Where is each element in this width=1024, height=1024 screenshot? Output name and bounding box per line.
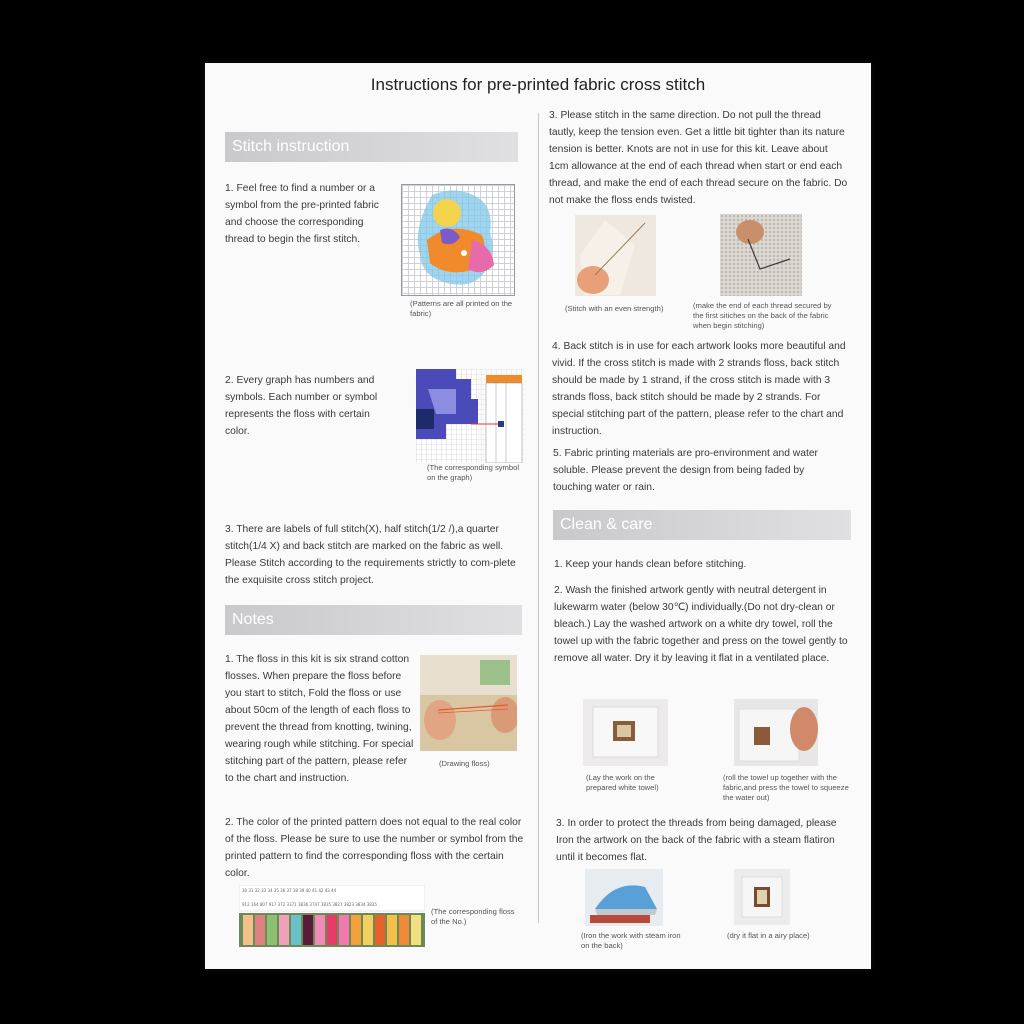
even-strength-photo xyxy=(575,215,656,296)
section-header-notes: Notes xyxy=(225,605,522,635)
svg-text:912 164 807 917 372 3371 3836: 912 164 807 917 372 3371 3836 3747 3835 3821 3823 3834 3835 xyxy=(242,902,377,907)
stitch-step-3-direction: 3. Please stitch in the same direction. Do not pull the thread tautly, keep the tension even. Get a little bit tighter than its nature tension is better. Knots are not in use for this kit. Leave about 1cm allowance at the end of each thread when start or end each thread, and make the end of each thread secure on the fabric. Do not make the floss ends twisted. xyxy=(549,110,848,206)
svg-text:30 31 32 33 34 35 36 37 38 39: 30 31 32 33 34 35 36 37 38 39 40 41 42 43 44 xyxy=(242,888,337,893)
floss-color-chart-photo xyxy=(239,885,425,947)
column-divider xyxy=(538,113,539,923)
caption-secure-thread-end: (make the end of each thread secured by the first sitiches on the back of the fabric when begin stitching) xyxy=(693,301,832,330)
page-title: Instructions for pre-printed fabric cross stitch xyxy=(370,75,706,94)
caption-roll-towel: (roll the towel up together with the fabric,and press the towel to squeeze the water out) xyxy=(723,773,849,802)
clean-step-1: 1. Keep your hands clean before stitching. xyxy=(554,559,747,570)
caption-steam-iron: (Iron the work with steam iron on the back) xyxy=(581,931,681,950)
stitch-step-5-fabric-printing: 5. Fabric printing materials are pro-environment and water soluble. Please prevent the design from being faded by touching water or rain. xyxy=(553,448,818,493)
white-towel-photo xyxy=(583,699,668,766)
stitch-step-1: 1. Feel free to find a number or a symbol from the pre-printed fabric and choose the corresponding thread to begin the first stitch. xyxy=(225,183,379,245)
stitch-step-3: 3. There are labels of full stitch(X), half stitch(1/2 /),a quarter stitch(1/4 X) and back stitch are marked on the fabric as well. Please Stitch according to the requirements strictly to com-plete the exquisite cross stitch project. xyxy=(225,524,516,586)
caption-even-strength: (Stitch with an even strength) xyxy=(565,304,664,313)
notes-step-1: 1. The floss in this kit is six strand cotton flosses. When prepare the floss before you start to stitch, Fold the floss or use about 50cm of the length of each floss to prevent the thread from knotting, twining, wearing rough while stitching. For special stitching part of the pattern, please refer to the chart and instruction. xyxy=(225,654,414,784)
symbol-graph-image xyxy=(416,369,524,463)
roll-towel-photo xyxy=(734,699,818,766)
clean-step-2: 2. Wash the finished artwork gently with neutral detergent in lukewarm water (below 30℃) individually.(Do not dry-clean or bleach.) Lay the washed artwork on a white dry towel, roll the towel up with the fabric together and press on the towel gently to remove all water. Dry it by leaving it flat in a ventilated place. xyxy=(554,585,848,664)
clean-step-3: 3. In order to protect the threads from being damaged, please Iron the artwork on the back of the fabric with a steam flatiron until it becomes flat. xyxy=(556,818,837,863)
drawing-floss-photo xyxy=(420,655,517,751)
secure-thread-end-photo xyxy=(720,214,802,296)
section-header-stitch: Stitch instruction xyxy=(225,132,518,162)
caption-drawing-floss: (Drawing floss) xyxy=(439,759,490,768)
caption-patterns-printed: (Patterns are all printed on the fabric) xyxy=(410,299,513,318)
caption-floss-numbers: (The corresponding floss of the No.) xyxy=(431,907,515,926)
printed-pattern-image xyxy=(401,184,515,296)
caption-white-towel: (Lay the work on the prepared white towel) xyxy=(586,773,659,792)
caption-dry-flat: (dry it flat in a airy place) xyxy=(727,931,810,940)
steam-iron-photo xyxy=(585,869,663,926)
dry-flat-photo xyxy=(734,869,790,925)
stitch-step-2: 2. Every graph has numbers and symbols. Each number or symbol represents the floss with certain color. xyxy=(225,375,378,437)
notes-step-2: 2. The color of the printed pattern does not equal to the real color of the floss. Please be sure to use the number or symbol from the printed pattern to find the corresponding floss with the certain color. xyxy=(225,817,524,879)
caption-symbol-graph: (The corresponding symbol on the graph) xyxy=(427,463,520,482)
section-header-clean: Clean & care xyxy=(553,510,851,540)
instruction-sheet xyxy=(205,63,871,969)
stitch-step-4-back-stitch: 4. Back stitch is in use for each artwork looks more beautiful and vivid. If the cross stitch is made with 2 strands floss, back stitch should be made by 1 strand, if the cross stitch is made with 3 strands floss, back stitch should be made by 2 strands. For special stitching part of the pattern, please refer to the chart and instruction. xyxy=(552,341,846,437)
